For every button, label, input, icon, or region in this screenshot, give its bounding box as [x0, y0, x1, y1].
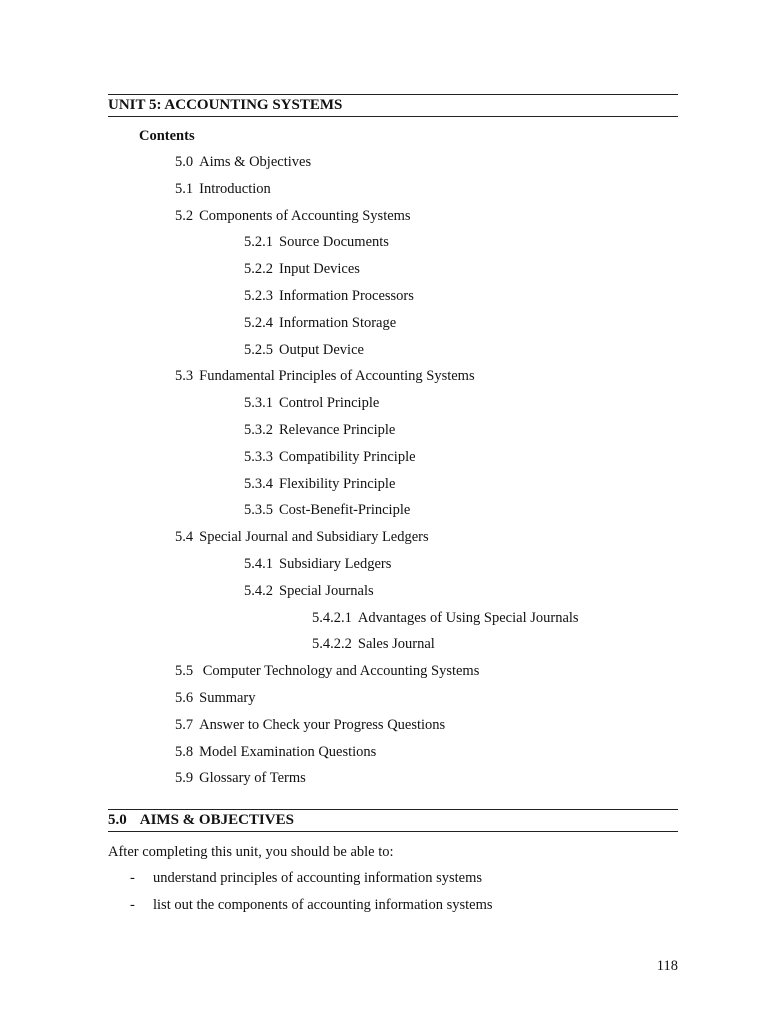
toc-entry: [244, 474, 395, 494]
toc-entry: [175, 688, 256, 708]
toc-entry-number: 5.4.2.2: [312, 636, 352, 653]
toc-entry-title: Relevance Principle: [279, 422, 396, 438]
bullet-marker: -: [130, 870, 135, 886]
toc-entry-number: 5.2: [175, 207, 194, 224]
toc-entry-title: Source Documents: [279, 234, 389, 251]
toc-entry-number: 5.3.3: [244, 448, 273, 465]
unit-title-underline: [108, 116, 678, 117]
toc-entry-title: Information Storage: [279, 314, 397, 331]
toc-entry: [175, 742, 376, 762]
toc-entry-number: 5.3: [175, 368, 194, 385]
toc-entry: [244, 554, 391, 574]
toc-entry-title: Sales Journal: [357, 636, 435, 653]
section-heading: [108, 811, 294, 829]
toc-entry: [244, 340, 364, 360]
toc-entry-number: 5.4: [175, 529, 194, 546]
section-bottom-rule: [108, 831, 678, 832]
toc-entry-number: 5.4.2: [244, 582, 273, 599]
toc-entry-title: Introduction: [199, 180, 271, 197]
toc-entry: [244, 259, 360, 279]
objective-item: [130, 895, 493, 915]
toc-entry: [244, 232, 389, 252]
toc-entry: [244, 393, 379, 413]
objective-item: [130, 868, 482, 888]
section-title: AIMS & OBJECTIVES: [139, 812, 294, 828]
section-intro: After completing this unit, you should be able to:: [108, 844, 394, 860]
bullet-marker: -: [130, 897, 135, 913]
toc-entry-title: Model Examination Questions: [199, 743, 377, 760]
toc-entry: [312, 608, 579, 628]
toc-entry: [244, 313, 396, 333]
objective-text: list out the components of accounting information systems: [153, 897, 493, 913]
toc-entry-number: 5.3.5: [244, 502, 273, 519]
toc-entry-title: Advantages of Using Special Journals: [357, 609, 579, 626]
toc-entry: [175, 768, 306, 788]
toc-entry-number: 5.4.1: [244, 556, 273, 572]
toc-entry-number: 5.2.5: [244, 341, 273, 358]
toc-entry: [175, 366, 475, 386]
toc-entry-number: 5.8: [175, 743, 194, 760]
toc-entry: [175, 206, 411, 226]
toc-entry-number: 5.3.4: [244, 475, 273, 492]
toc-entry: [244, 420, 395, 440]
toc-entry-title: Computer Technology and Accounting Systems: [199, 663, 480, 680]
toc-entry-number: 5.3.1: [244, 395, 273, 412]
toc-entry-title: Glossary of Terms: [199, 770, 306, 787]
toc-entry-title: Summary: [199, 690, 256, 706]
toc-entry-number: 5.2.4: [244, 314, 273, 331]
toc-entry-title: Information Processors: [279, 288, 414, 304]
unit-title: UNIT 5: ACCOUNTING SYSTEMS: [108, 97, 343, 113]
toc-entry-number: 5.2.1: [244, 234, 273, 251]
toc-entry-number: 5.9: [175, 770, 194, 787]
contents-label: Contents: [139, 128, 195, 144]
toc-entry: [244, 500, 410, 520]
toc-entry: [175, 152, 311, 172]
toc-entry-title: Cost-Benefit-Principle: [279, 502, 411, 519]
toc-entry-number: 5.6: [175, 690, 194, 706]
toc-entry: [312, 634, 435, 654]
toc-entry: [244, 447, 416, 467]
toc-entry-title: Compatibility Principle: [279, 448, 416, 465]
toc-entry-number: 5.3.2: [244, 422, 273, 438]
section-number: 5.0: [108, 812, 127, 828]
toc-entry-number: 5.2.3: [244, 288, 273, 304]
toc-entry-title: Input Devices: [279, 261, 360, 278]
toc-entry-number: 5.4.2.1: [312, 609, 352, 626]
toc-entry-title: Flexibility Principle: [279, 475, 396, 492]
toc-entry-number: 5.1: [175, 180, 194, 197]
top-rule: [108, 94, 678, 95]
page-number: 118: [656, 958, 678, 974]
toc-entry-number: 5.2.2: [244, 261, 273, 278]
toc-entry-number: 5.0: [175, 154, 194, 170]
toc-entry: [175, 179, 271, 199]
section-top-rule: [108, 809, 678, 810]
toc-entry: [244, 286, 414, 306]
toc-entry-title: Control Principle: [279, 395, 380, 412]
toc-entry-title: Special Journals: [279, 582, 374, 599]
toc-entry: [244, 581, 374, 601]
toc-entry-title: Output Device: [279, 341, 364, 358]
toc-entry: [175, 715, 445, 735]
toc-entry-title: Fundamental Principles of Accounting Systems: [199, 368, 475, 385]
toc-entry: [175, 527, 429, 547]
toc-entry-number: 5.5: [175, 663, 194, 680]
toc-entry-title: Special Journal and Subsidiary Ledgers: [199, 529, 429, 546]
toc-entry-title: Subsidiary Ledgers: [279, 556, 392, 572]
toc-entry-title: Answer to Check your Progress Questions: [199, 716, 446, 733]
toc-entry-number: 5.7: [175, 716, 194, 733]
toc-entry-title: Components of Accounting Systems: [199, 207, 411, 224]
toc-entry: [175, 661, 479, 681]
toc-entry-title: Aims & Objectives: [199, 154, 312, 170]
objective-text: understand principles of accounting information systems: [153, 870, 482, 886]
